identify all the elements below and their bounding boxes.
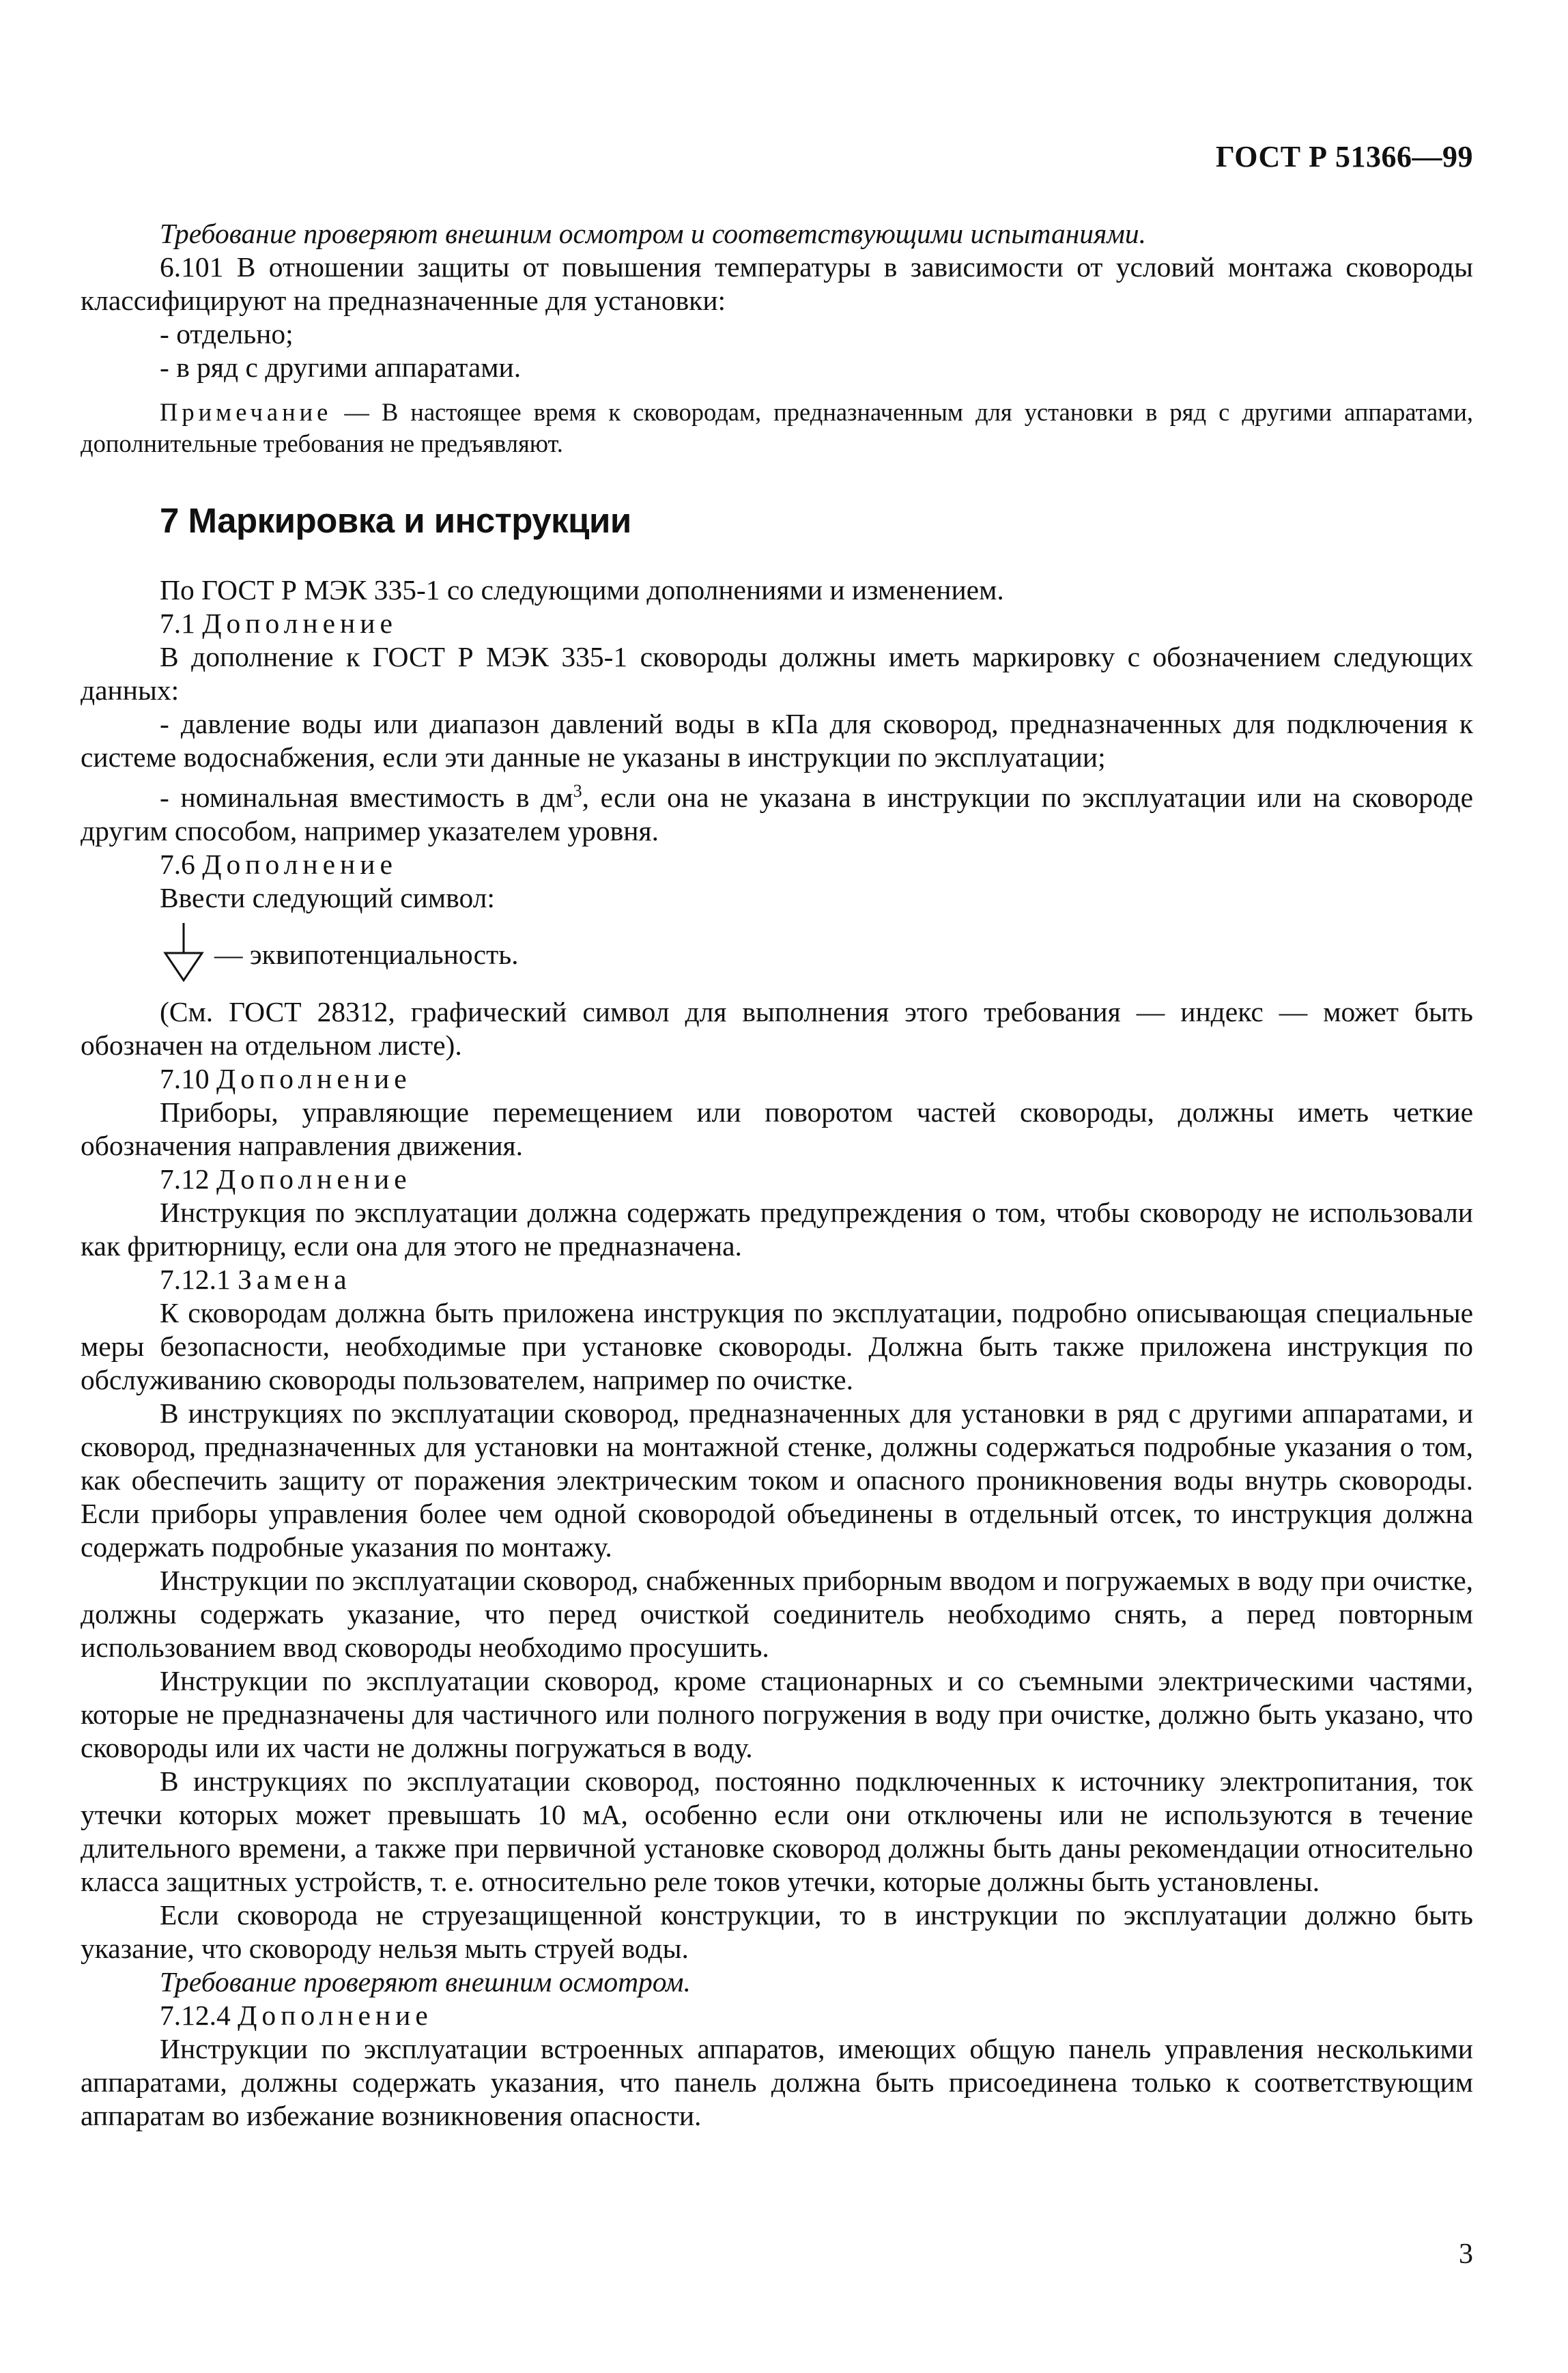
- paragraph: 6.101 В отношении защиты от повышения температуры в зависимости от условий монтажа сковороды классифицируют на предназначенные для установки:: [81, 251, 1473, 316]
- clause-label: Дополнение: [216, 1163, 412, 1195]
- clause-number: 7.12.1: [160, 1263, 238, 1295]
- symbol-row: [81, 920, 1473, 986]
- clause-heading: [81, 607, 1473, 640]
- paragraph: Требование проверяют внешним осмотром и соответствующими испытаниями.: [160, 218, 1146, 249]
- clause-heading: [81, 1163, 1473, 1196]
- clause-number: 7.12: [160, 1163, 216, 1195]
- paragraph: В дополнение к ГОСТ Р МЭК 335-1 сковороды должны иметь маркировку с обозначением следующих данных:: [81, 641, 1473, 706]
- paragraph: К сковородам должна быть приложена инструкция по эксплуатации, подробно описывающая специальные меры безопасности, необходимые при установке сковороды. Должна быть также приложена инструкция по обслуживанию сковороды пользователем, например по очистке.: [81, 1296, 1473, 1395]
- text-segment: - номинальная вместимость в дм: [160, 781, 573, 813]
- list-item: [81, 774, 1473, 848]
- clause-label: Замена: [238, 1263, 352, 1295]
- clause-heading: [81, 1263, 1473, 1296]
- paragraph: Инструкции по эксплуатации сковород, снабженных приборным вводом и погружаемых в воду при очистке, должны содержать указание, что перед очисткой соединитель необходимо снять, а перед повторным использованием ввод сковороды необходимо просушить.: [81, 1564, 1473, 1663]
- symbol-description: — эквипотенциальность.: [214, 938, 519, 970]
- paragraph: Ввести следующий символ:: [160, 881, 495, 913]
- paragraph: Инструкции по эксплуатации сковород, кроме стационарных и со съемными электрическими частями, которые не предназначены для частичного или полного погружения в воду при очистке, должно быть указано, что сковороды или их части не должны погружаться в воду.: [81, 1664, 1473, 1763]
- equipotential-symbol-icon: [160, 922, 208, 984]
- list-item: - давление воды или диапазон давлений воды в кПа для сковород, предназначенных для подключения к системе водоснабжения, если эти данные не указаны в инструкции по эксплуатации;: [81, 708, 1473, 773]
- paragraph: Инструкции по эксплуатации встроенных аппаратов, имеющих общую панель управления несколькими аппаратами, должны содержать указания, что панель должна быть присоединена только к соответствующим аппаратам во избежание возникновения опасности.: [81, 2032, 1473, 2131]
- paragraph: В инструкциях по эксплуатации сковород, предназначенных для установки в ряд с другими аппаратами, и сковород, предназначенных для установки на монтажной стенке, должны содержаться подробные указания о том, как обеспечить защиту от поражения электрическим током и опасного проникновения воды внутрь сковороды. Если приборы управления более чем одной сковородой объединены в отдельный отсек, то инструкция должна содержать подробные указания по монтажу.: [81, 1397, 1473, 1563]
- document-body: [81, 217, 1473, 2133]
- superscript: 3: [573, 781, 582, 801]
- clause-label: Дополнение: [216, 1062, 412, 1094]
- clause-heading: [81, 1062, 1473, 1096]
- paragraph: По ГОСТ Р МЭК 335-1 со следующими дополнениями и изменением.: [160, 574, 1004, 606]
- clause-label: Дополнение: [202, 848, 397, 880]
- note-label: Примечание: [160, 398, 332, 426]
- text-segment: , если она не указана в инструкции по эксплуатации или на сковороде другим способом, например указателем уровня.: [81, 781, 1473, 847]
- clause-label: Дополнение: [202, 608, 397, 639]
- paragraph: В инструкциях по эксплуатации сковород, постоянно подключенных к источнику электропитания, ток утечки которых может превышать 10 мА, особенно если они отключены или не используются в течение длительного времени, а также при первичной установке сковород должны быть даны рекомендации относительно класса защитных устройств, т. е. относительно реле токов утечки, которые должны быть установлены.: [81, 1765, 1473, 1897]
- document-id-header: ГОСТ Р 51366—99: [1215, 140, 1473, 173]
- note: [81, 397, 1473, 459]
- paragraph: Приборы, управляющие перемещением или поворотом частей сковороды, должны иметь четкие обозначения направления движения.: [81, 1096, 1473, 1161]
- page-number: 3: [1459, 2239, 1473, 2270]
- list-item: - отдельно;: [160, 318, 294, 350]
- paragraph: (См. ГОСТ 28312, графический символ для выполнения этого требования — индекс — может быть обозначен на отдельном листе).: [81, 995, 1473, 1061]
- clause-number: 7.10: [160, 1062, 216, 1094]
- clause-number: 7.6: [160, 848, 203, 880]
- clause-number: 7.1: [160, 608, 203, 639]
- clause-label: Дополнение: [238, 1999, 433, 2031]
- paragraph: Инструкция по эксплуатации должна содержать предупреждения о том, чтобы сковороду не использовали как фритюрницу, если она для этого не предназначена.: [81, 1196, 1473, 1262]
- note-text: — В настоящее время к сковородам, предназначенным для установки в ряд с другими аппаратами, дополнительные требования не предъявляют.: [81, 398, 1473, 457]
- clause-heading: [81, 848, 1473, 881]
- section-title: 7 Маркировка и инструкции: [160, 501, 631, 540]
- clause-number: 7.12.4: [160, 1999, 238, 2031]
- paragraph: Если сковорода не струезащищенной конструкции, то в инструкции по эксплуатации должно быть указание, что сковороду нельзя мыть струей воды.: [81, 1899, 1473, 1964]
- list-item: - в ряд с другими аппаратами.: [160, 352, 522, 383]
- paragraph: Требование проверяют внешним осмотром.: [160, 1965, 691, 1998]
- clause-heading: [81, 1999, 1473, 2032]
